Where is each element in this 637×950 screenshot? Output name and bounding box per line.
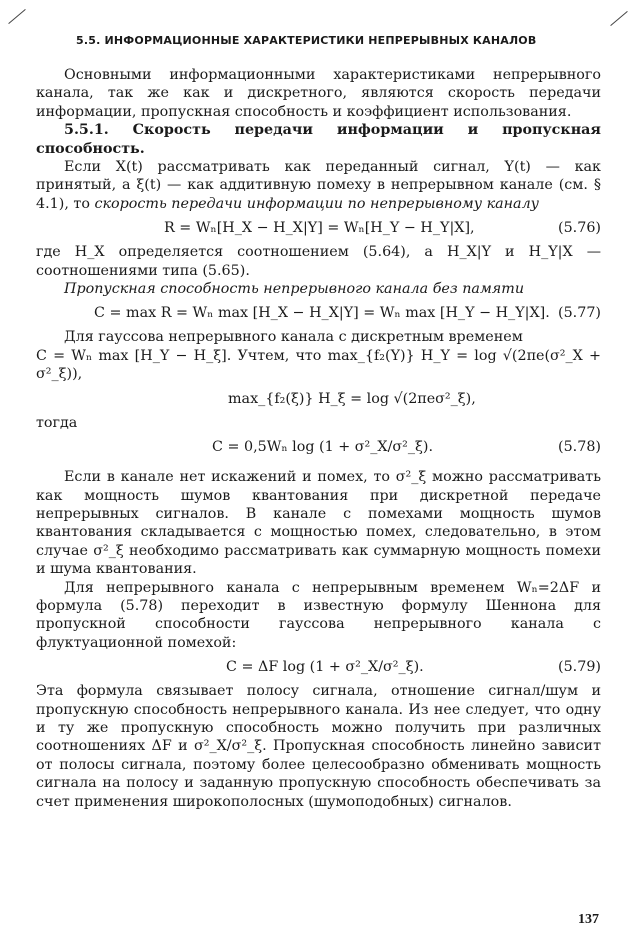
equation-5-77-number: (5.77): [558, 305, 601, 322]
section-heading: 5.5.1. Скорость передачи информации и пропускная способность.: [36, 122, 601, 157]
italic-term-rate: скорость передачи информации по непрерывному каналу: [94, 195, 539, 212]
paragraph-gauss-formula: C = Wₙ max [H_Y − H_ξ]. Учтем, что max_{f₂(Y)} H_Y = log √(2πe(σ²_X + σ²_ξ)),: [36, 347, 601, 383]
page-body: [0, 66, 637, 811]
equation-5-76: [36, 213, 601, 243]
equation-5-76-formula: R = Wₙ[H_X − H_X|Y] = Wₙ[H_Y − H_Y|X],: [164, 220, 475, 237]
equation-max-h-xi-formula: max_{f₂(ξ)} H_ξ = log √(2πeσ²_ξ),: [228, 390, 476, 407]
word-then: тогда: [36, 414, 78, 431]
equation-5-79-number: (5.79): [558, 659, 601, 676]
equation-5-78-formula: C = 0,5Wₙ log (1 + σ²_X/σ²_ξ).: [212, 439, 434, 456]
equation-5-76-number: (5.76): [558, 220, 601, 237]
scan-mark-left: [8, 9, 25, 24]
scan-mark-right: [610, 11, 627, 26]
equation-5-79: [36, 652, 601, 682]
paragraph-where: где H_X определяется соотношением (5.64), а H_X|Y и H_Y|X — соотношениями типа (5.65).: [36, 244, 601, 279]
paragraph-rate-definition: [36, 158, 601, 213]
equation-5-78: [36, 432, 601, 462]
equation-5-79-formula: C = ΔF log (1 + σ²_X/σ²_ξ).: [226, 659, 424, 676]
intro-paragraph: Основными информационными характеристиками непрерывного канала, так же как и дискретного, являются скорость передачи информации, пропускная способность и коэффициент использования.: [36, 67, 601, 120]
paragraph-quantization: Если в канале нет искажений и помех, то σ²_ξ можно рассматривать как мощность шумов квантования при дискретной передаче непрерывных сигналов. В канале с помехами мощность шумов квантования складывается с мощностью помех, следовательно, в этом случае σ²_ξ необходимо рассматривать как суммарную мощность помехи и шума квантования.: [36, 469, 601, 578]
paragraph-capacity-title: Пропускная способность непрерывного канала без памяти: [64, 281, 525, 298]
paragraph-conclusion: Эта формула связывает полосу сигнала, отношение сигнал/шум и пропускную способность непрерывного канала. Из нее следует, что одну и ту же пропускную способность можно получить при различных соотношениях ΔF и σ²_X/σ²_ξ. Пропускная способность линейно зависит от полосы сигнала, поэтому более целесообразно обменивать мощность сигнала на полосу и заданную пропускную способность обеспечивать за счет применения широкополосных (шумоподобных) сигналов.: [36, 683, 601, 810]
equation-5-77: [36, 298, 601, 328]
paragraph-shannon: Для непрерывного канала с непрерывным временем Wₙ=2ΔF и формула (5.78) переходит в известную формулу Шеннона для пропускной способности гауссова непрерывного канала с флуктуационной помехой:: [36, 579, 601, 651]
running-header: 5.5. ИНФОРМАЦИОННЫЕ ХАРАКТЕРИСТИКИ НЕПРЕРЫВНЫХ КАНАЛОВ: [76, 34, 537, 47]
page-number: 137: [578, 912, 599, 927]
equation-5-77-formula: C = max R = Wₙ max [H_X − H_X|Y] = Wₙ max [H_Y − H_Y|X].: [94, 305, 550, 322]
equation-max-h-xi: [36, 384, 601, 414]
equation-5-78-number: (5.78): [558, 439, 601, 456]
paragraph-gauss-channel: Для гауссова непрерывного канала с дискретным временем: [64, 329, 523, 346]
paragraph-rate-text: Если X(t) рассматривать как переданный сигнал, Y(t) — как принятый, а ξ(t) — как аддитивную помеху в непрерывном канале (см. § 4.1), то: [36, 159, 601, 212]
